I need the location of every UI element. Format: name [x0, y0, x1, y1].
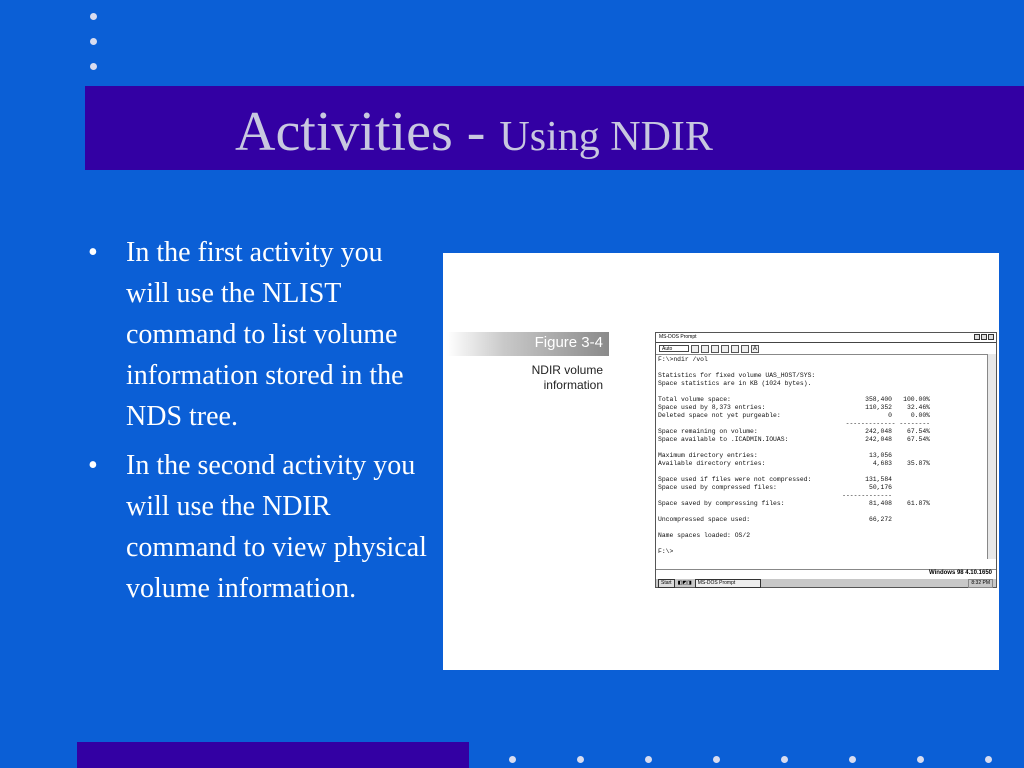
console-value: 4,683	[872, 460, 892, 467]
bullet-list	[88, 232, 433, 617]
console-line: Space saved by compressing files:	[658, 500, 785, 507]
console-line: Space used if files were not compressed:	[658, 476, 812, 483]
decorative-dot	[849, 756, 856, 763]
decorative-dot	[90, 13, 97, 20]
console-percent: 100.00%	[903, 396, 930, 403]
console-line: F:\>ndir /vol	[658, 356, 708, 363]
dos-window-title: MS-DOS Prompt	[659, 334, 697, 340]
console-line: Available directory entries:	[658, 460, 766, 467]
dos-console	[656, 355, 996, 560]
console-percent: 67.54%	[906, 436, 930, 443]
console-percent: 32.46%	[906, 404, 930, 411]
console-value: 81,408	[868, 500, 892, 507]
figure-image	[443, 253, 999, 670]
decorative-dot	[90, 38, 97, 45]
dos-window	[655, 332, 997, 588]
start-button: Start	[658, 579, 675, 588]
console-value: 66,272	[868, 516, 892, 523]
dos-toolbar	[656, 343, 996, 355]
minimize-icon	[974, 334, 980, 340]
console-percent: 61.87%	[906, 500, 930, 507]
decorative-dot	[713, 756, 720, 763]
decorative-dot	[577, 756, 584, 763]
font-icon: A	[752, 345, 757, 352]
console-separator: -------------	[842, 492, 892, 499]
console-percent: 35.87%	[906, 460, 930, 467]
figure-label-bar	[447, 332, 609, 356]
paste-icon	[711, 345, 719, 353]
dos-titlebar	[656, 333, 996, 343]
font-size-select: Auto	[659, 345, 689, 352]
bottom-bar	[77, 742, 469, 768]
taskbar-task: MS-DOS Prompt	[695, 579, 761, 588]
background-icon	[741, 345, 749, 353]
console-value: 0	[888, 412, 892, 419]
title-sub: Using NDIR	[499, 114, 713, 160]
bullet-text: In the first activity you will use the NLIST command to list volume information stored in the NDS tree.	[126, 237, 404, 432]
console-line: Space statistics are in KB (1024 bytes).	[658, 380, 812, 387]
figure-caption	[503, 363, 603, 393]
console-value: 242,048	[865, 428, 892, 435]
console-separator: ------------- --------	[845, 420, 930, 427]
taskbar-clock: 8:32 PM	[968, 579, 993, 588]
fullscreen-icon	[721, 345, 729, 353]
console-percent: 0.00%	[910, 412, 930, 419]
figure-caption-line: information	[543, 378, 603, 392]
slide-title	[235, 100, 713, 164]
properties-icon	[731, 345, 739, 353]
close-icon	[988, 334, 994, 340]
console-line: Space remaining on volume:	[658, 428, 758, 435]
console-line: Uncompressed space used:	[658, 516, 751, 523]
console-line: Space available to .ICADMIN.IOUAS:	[658, 436, 789, 443]
console-value: 50,176	[868, 484, 892, 491]
figure-label: Figure 3-4	[534, 334, 603, 351]
window-controls	[974, 334, 994, 340]
windows-version-text: Windows 98 4.10.1650	[656, 569, 996, 578]
console-value: 110,352	[865, 404, 892, 411]
console-line: Total volume space:	[658, 396, 731, 403]
bullet-item	[88, 445, 433, 609]
dos-scrollbar	[987, 354, 996, 559]
console-value: 358,400	[865, 396, 892, 403]
console-value: 242,048	[865, 436, 892, 443]
bullet-marker: •	[88, 237, 98, 268]
console-value: 131,584	[865, 476, 892, 483]
decorative-dot	[90, 63, 97, 70]
console-line: Statistics for fixed volume UAS_HOST/SYS:	[658, 372, 816, 379]
decorative-dot	[985, 756, 992, 763]
bullet-text: In the second activity you will use the NDIR command to view physical volume information.	[126, 450, 427, 604]
console-line: Maximum directory entries:	[658, 452, 758, 459]
decorative-dot	[645, 756, 652, 763]
windows-taskbar	[656, 578, 996, 587]
maximize-icon	[981, 334, 987, 340]
figure-caption-line: NDIR volume	[531, 363, 603, 377]
decorative-dot	[509, 756, 516, 763]
mark-icon	[691, 345, 699, 353]
decorative-dot	[781, 756, 788, 763]
console-percent: 67.54%	[906, 428, 930, 435]
console-line: Space used by compressed files:	[658, 484, 777, 491]
bullet-marker: •	[88, 450, 98, 481]
console-value: 13,056	[868, 452, 892, 459]
title-main: Activities -	[235, 101, 500, 163]
copy-icon	[701, 345, 709, 353]
bullet-item	[88, 232, 433, 437]
console-line: Deleted space not yet purgeable:	[658, 412, 781, 419]
decorative-dot	[917, 756, 924, 763]
quick-launch-icons: ◧◩◨	[677, 580, 692, 586]
console-line: Space used by 8,373 entries:	[658, 404, 766, 411]
console-line: F:\>	[658, 548, 674, 555]
console-line: Name spaces loaded: OS/2	[658, 532, 751, 539]
